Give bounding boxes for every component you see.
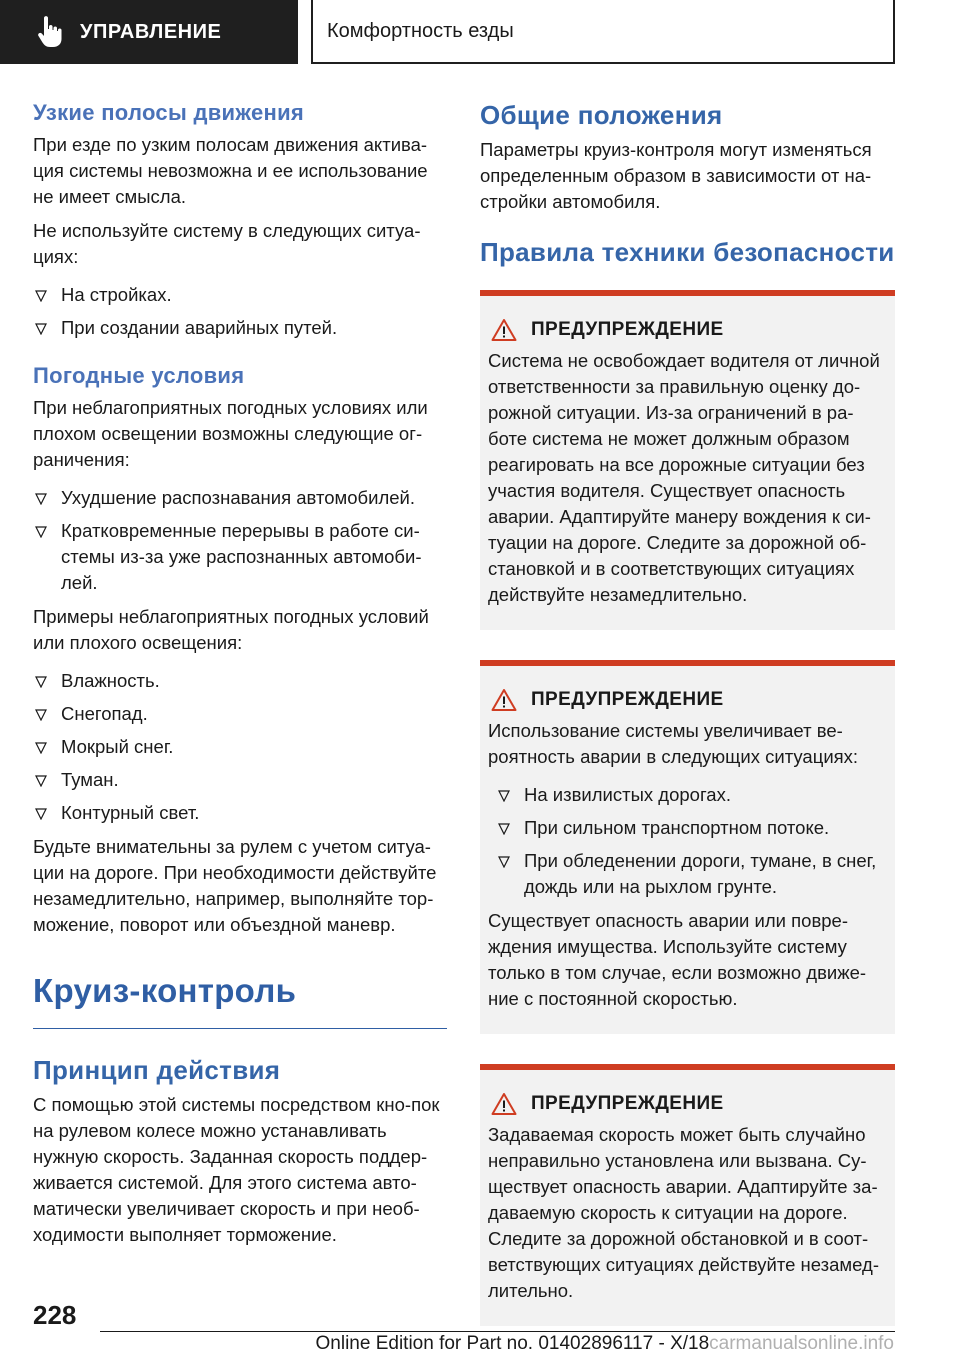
warning-box [480, 660, 895, 1034]
warning-text: Существует опасность аварии или повре‐ждения имущества. Используйте систему только в том случае, если возможно движе‐ние с постоянной скоростью. [488, 910, 867, 1009]
triangle-bullet-icon [35, 493, 47, 505]
narrow-lanes-intro: Не используйте систему в следующих ситуа‐циях: [33, 220, 421, 267]
list-item: Туман. [33, 767, 447, 793]
warning-list [488, 782, 887, 900]
warning-header [491, 1092, 887, 1116]
heading-safety: Правила техники безопасности [480, 237, 895, 267]
right-column [480, 100, 895, 1326]
warning-text: Использование системы увеличивает ве‐роятность аварии в следующих ситуациях: [488, 720, 859, 767]
narrow-lanes-list [33, 282, 447, 341]
triangle-bullet-icon [35, 709, 47, 721]
triangle-bullet-icon [35, 808, 47, 820]
warning-text: Система не освобождает водителя от личной ответственности за правильную оценку до‐рожной ситуации. Из-за ограничений в ра‐боте система не может должным образом реагировать на все дорожные ситуации без участия водителя. Существует опасность аварии. Адаптируйте манеру вождения к си‐туации на дороге. Следите за дорожной об‐становкой и в соответствующих ситуациях действуйте незамедлительно. [488, 350, 880, 605]
list-item: Снегопад. [33, 701, 447, 727]
left-column [33, 100, 447, 1256]
section-tab [0, 0, 298, 64]
warning-header [491, 318, 887, 342]
chapter-title: Комфортность езды [327, 19, 514, 42]
heading-principle: Принцип действия [33, 1055, 281, 1085]
triangle-bullet-icon [35, 323, 47, 335]
warning-header [491, 688, 887, 712]
list-item: При сильном транспортном потоке. [488, 815, 887, 841]
warning-box [480, 290, 895, 630]
hand-pointer-icon [30, 12, 70, 52]
section-title: УПРАВЛЕНИЕ [80, 20, 222, 43]
edition-text: Online Edition for Part no. 01402896117 - X/18 [315, 1333, 710, 1354]
triangle-bullet-icon [35, 676, 47, 688]
warning-box [480, 1064, 895, 1326]
warning-label: ПРЕДУПРЕЖДЕНИЕ [531, 1093, 724, 1114]
list-item: Ухудшение распознавания автомобилей. [33, 485, 447, 511]
triangle-bullet-icon [35, 775, 47, 787]
weather-advice: Будьте внимательны за рулем с учетом ситуа‐ции на дороге. При необходимости действуйте незамедлительно, например, выполняйте тор‐можение, поворот или объездной маневр. [33, 836, 437, 935]
heading-rule [33, 1028, 447, 1029]
weather-examples-list [33, 668, 447, 826]
narrow-lanes-text: При езде по узким полосам движения актива‐ция системы невозможна и ее использование не имеет смысла. [33, 134, 428, 207]
list-item: На стройках. [33, 282, 447, 308]
general-text: Параметры круиз-контроля могут изменяться определенным образом в зависимости от на‐стройки автомобиля. [480, 139, 872, 212]
weather-text: При неблагоприятных погодных условиях или плохом освещении возможны следующие ог‐раничения: [33, 397, 428, 470]
list-item: На извилистых дорогах. [488, 782, 887, 808]
heading-weather: Погодные условия [33, 363, 245, 388]
warning-triangle-icon [491, 688, 517, 712]
triangle-bullet-icon [498, 823, 510, 835]
triangle-bullet-icon [35, 742, 47, 754]
list-item: При обледенении дороги, тумане, в снег, дождь или на рыхлом грунте. [488, 848, 887, 900]
triangle-bullet-icon [35, 526, 47, 538]
page-number: 228 [33, 1300, 77, 1330]
warning-label: ПРЕДУПРЕЖДЕНИЕ [531, 689, 724, 710]
heading-cruise-control: Круиз-контроль [33, 972, 297, 1009]
chapter-tab [311, 0, 895, 64]
list-item: Влажность. [33, 668, 447, 694]
warning-label: ПРЕДУПРЕЖДЕНИЕ [531, 319, 724, 340]
weather-limits-list [33, 485, 447, 596]
heading-general: Общие положения [480, 100, 723, 130]
warning-triangle-icon [491, 1092, 517, 1116]
watermark-text: carmanualsonline.info [709, 1333, 894, 1354]
triangle-bullet-icon [498, 790, 510, 802]
list-item: Мокрый снег. [33, 734, 447, 760]
triangle-bullet-icon [35, 290, 47, 302]
heading-narrow-lanes: Узкие полосы движения [33, 100, 305, 125]
list-item: При создании аварийных путей. [33, 315, 447, 341]
weather-examples-intro: Примеры неблагоприятных погодных условий или плохого освещения: [33, 606, 429, 653]
footer-edition [316, 1333, 894, 1355]
warning-text: Задаваемая скорость может быть случайно неправильно установлена или вызвана. Су‐ществует опасность аварии. Адаптируйте за‐даваемую скорость к ситуации на дороге. Следите за дорожной обстановкой и в соот‐ветствующих ситуациях действуйте незамед‐лительно. [488, 1124, 879, 1301]
warning-triangle-icon [491, 318, 517, 342]
triangle-bullet-icon [498, 856, 510, 868]
list-item: Кратковременные перерывы в работе си‐стемы из-за уже распознанных автомоби‐лей. [33, 518, 447, 596]
list-item: Контурный свет. [33, 800, 447, 826]
principle-text: С помощью этой системы посредством кно‐пок на рулевом колесе можно устанавливать нужную скорость. Заданная скорость поддер‐живается системой. Для этого система авто‐матически увеличивает скорость и при необ‐ходимости выполняет торможение. [33, 1094, 440, 1245]
footer-rule [100, 1331, 895, 1332]
